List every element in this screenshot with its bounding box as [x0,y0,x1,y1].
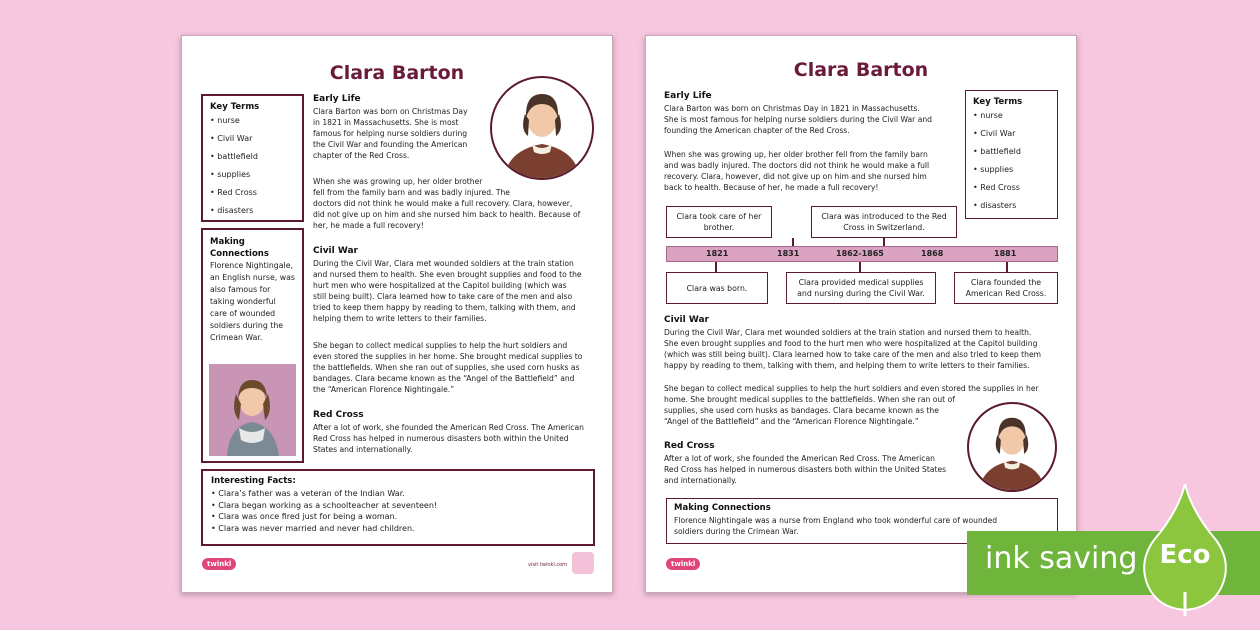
timeline-year: 1821 [706,249,729,258]
footer-url: visit twinkl.com [528,562,568,568]
red-cross-paragraph [313,422,598,455]
timeline-event-below: Clara founded the American Red Cross. [954,272,1058,304]
text-line: She even brought supplies and food to the hurt men who were hospitalized at the Capitol building [664,339,1038,348]
timeline-connector [792,238,794,246]
timeline-year: 1831 [777,249,800,258]
making-connections-line: soldiers during the Crimean War. [674,527,799,536]
key-term: • Red Cross [973,183,1020,192]
making-connections-text: Florence Nightingale, an English nurse, was also famous for taking wonderful care of wounded soldiers during the Crimean War. [210,261,295,342]
timeline-year: 1868 [921,249,944,258]
text-line: After a lot of work, she founded the American Red Cross. The American [664,454,935,463]
key-term: • Civil War [210,134,253,143]
text-line: the battlefields. When she ran out of supplies, she used corn husks as [313,363,580,372]
key-term: • disasters [973,201,1017,210]
text-line: She began to collect medical supplies to help the hurt soldiers and even stored the supplies in her [664,384,1039,393]
key-terms-heading: Key Terms [973,97,1023,107]
key-term: • battlefield [973,147,1021,156]
clara-barton-portrait [967,402,1057,492]
civil-war-heading: Civil War [313,246,358,256]
early-life-paragraph-2 [313,176,598,231]
text-line: happy by reading to them, talking with them, and helping them to write letters to their families. [664,361,1030,370]
text-line: bandages. Clara became known as the “Angel of the Battlefield” and [313,374,575,383]
text-line: fell from the family barn and was badly injured. The [313,188,510,197]
text-line: When she was growing up, her older brother fell from the family barn [664,150,928,159]
text-line: in 1821 in Massachusetts. She is most [313,118,459,127]
text-line: “Angel of the Battlefield” and the “American Florence Nightingale.” [664,417,919,426]
timeline-connector [1006,262,1008,272]
civil-war-heading: Civil War [664,315,709,325]
clara-barton-portrait [490,76,594,180]
text-line: the Civil War and founding the American [313,140,468,149]
page-title: Clara Barton [329,62,465,84]
fact-item: • Clara was once fired just for being a woman. [211,512,398,521]
timeline-event-below: Clara was born. [666,272,768,304]
badge-icon [572,552,594,574]
text-line: She began to collect medical supplies to help the hurt soldiers and [313,341,568,350]
ink-saving-label: ink saving [985,541,1138,576]
making-connections-box [201,228,304,463]
red-cross-paragraph [664,453,964,486]
text-line: She is most famous for helping nurse soldiers during the Civil War and [664,115,932,124]
text-line: Red Cross has helped in numerous disasters both within the United States [664,465,947,474]
timeline-event-below: Clara provided medical supplies and nursing during the Civil War. [786,272,936,304]
twinkl-logo: twinkl [666,558,700,570]
timeline-year: 1862-1865 [836,249,884,258]
timeline-year: 1881 [994,249,1017,258]
red-cross-heading: Red Cross [664,441,715,451]
key-term: • disasters [210,206,254,215]
red-cross-heading: Red Cross [313,410,364,420]
early-life-heading: Early Life [313,94,361,104]
early-life-paragraph-1 [664,103,959,136]
civil-war-paragraph-1 [313,258,598,324]
text-line: Red Cross has helped in numerous disasters both within the United [313,434,569,443]
early-life-paragraph-1 [313,106,488,161]
timeline-connector [883,238,885,246]
making-connections-heading: Making Connections [674,503,771,513]
key-term: • supplies [210,170,251,179]
text-line: hurt men who were hospitalized at the Capitol building (which was [313,281,567,290]
worksheet-right [645,35,1077,593]
fact-item: • Clara’s father was a veteran of the Indian War. [211,489,405,498]
timeline-event-above: Clara was introduced to the Red Cross in Switzerland. [811,206,957,238]
key-term: • battlefield [210,152,258,161]
text-line: Clara Barton was born on Christmas Day in 1821 in Massachusetts. [664,104,920,113]
making-connections-heading: Making Connections [210,237,269,259]
text-line: tried to keep them happy by reading to them, talking with them, and [313,303,576,312]
timeline-connector [715,262,717,272]
eco-text: Eco [1159,540,1211,570]
text-line: supplies, she used corn husks as bandages. Clara became known as the [664,406,939,415]
key-term: • nurse [973,111,1003,120]
text-line: helping them to write letters to their families. [313,314,487,323]
interesting-facts-box [201,469,595,546]
key-term: • Civil War [973,129,1016,138]
twinkl-logo: twinkl [202,558,236,570]
key-term: • nurse [210,116,240,125]
text-line: States and internationally. [313,445,413,454]
text-line: and internationally. [664,476,737,485]
text-line: home. She brought medical supplies to the battlefields. When she ran out of [664,395,955,404]
florence-nightingale-portrait [209,364,296,456]
key-term: • supplies [973,165,1014,174]
text-line: Clara Barton was born on Christmas Day [313,107,468,116]
text-line: recovery. Clara, however, did not give up on him and she nursed him [664,172,927,181]
eco-leaf-icon [1140,482,1230,621]
timeline-connector [859,262,861,272]
text-line: doctors did not think he would make a full recovery. Clara, however, [313,199,573,208]
text-line: back to health. Because of her, he made a full recovery! [664,183,879,192]
text-line: her, he made a full recovery! [313,221,424,230]
text-line: (which was still being built). Clara learned how to take care of the men and also tried to keep them [664,350,1042,359]
civil-war-paragraph-1 [664,327,1060,371]
text-line: still being built). Clara learned how to take care of the men and also [313,292,573,301]
fact-item: • Clara was never married and never had children. [211,523,415,533]
early-life-paragraph-2 [664,149,959,193]
civil-war-paragraph-2 [313,340,598,395]
text-line: During the Civil War, Clara met wounded soldiers at the train station [313,259,574,268]
text-line: even stored the supplies in her home. She brought medical supplies to [313,352,583,361]
key-term: • Red Cross [210,188,257,197]
page-title: Clara Barton [793,59,929,81]
text-line: During the Civil War, Clara met wounded soldiers at the train station and nursed them to health. [664,328,1032,337]
text-line: famous for helping nurse soldiers during [313,129,468,138]
key-terms-heading: Key Terms [210,102,260,112]
text-line: did not give up on him and she nursed him back to health. Because of [313,210,581,219]
text-line: the “American Florence Nightingale.” [313,385,455,394]
text-line: chapter of the Red Cross. [313,151,410,160]
worksheet-left [181,35,613,593]
key-terms-box [201,94,304,222]
interesting-facts-heading: Interesting Facts: [211,476,296,486]
making-connections-line: Florence Nightingale was a nurse from England who took wonderful care of wounded [674,516,998,525]
early-life-heading: Early Life [664,91,712,101]
timeline-event-above: Clara took care of her brother. [666,206,772,238]
text-line: and was badly injured. The doctors did not think he would make a full [664,161,930,170]
key-terms-box [965,90,1058,219]
text-line: and nursed them to health. She even brought supplies and food to the [313,270,582,279]
text-line: When she was growing up, her older brother [313,177,483,186]
text-line: founding the American chapter of the Red Cross. [664,126,850,135]
text-line: After a lot of work, she founded the American Red Cross. The American [313,423,584,432]
fact-item: • Clara began working as a schoolteacher at seventeen! [211,500,438,510]
